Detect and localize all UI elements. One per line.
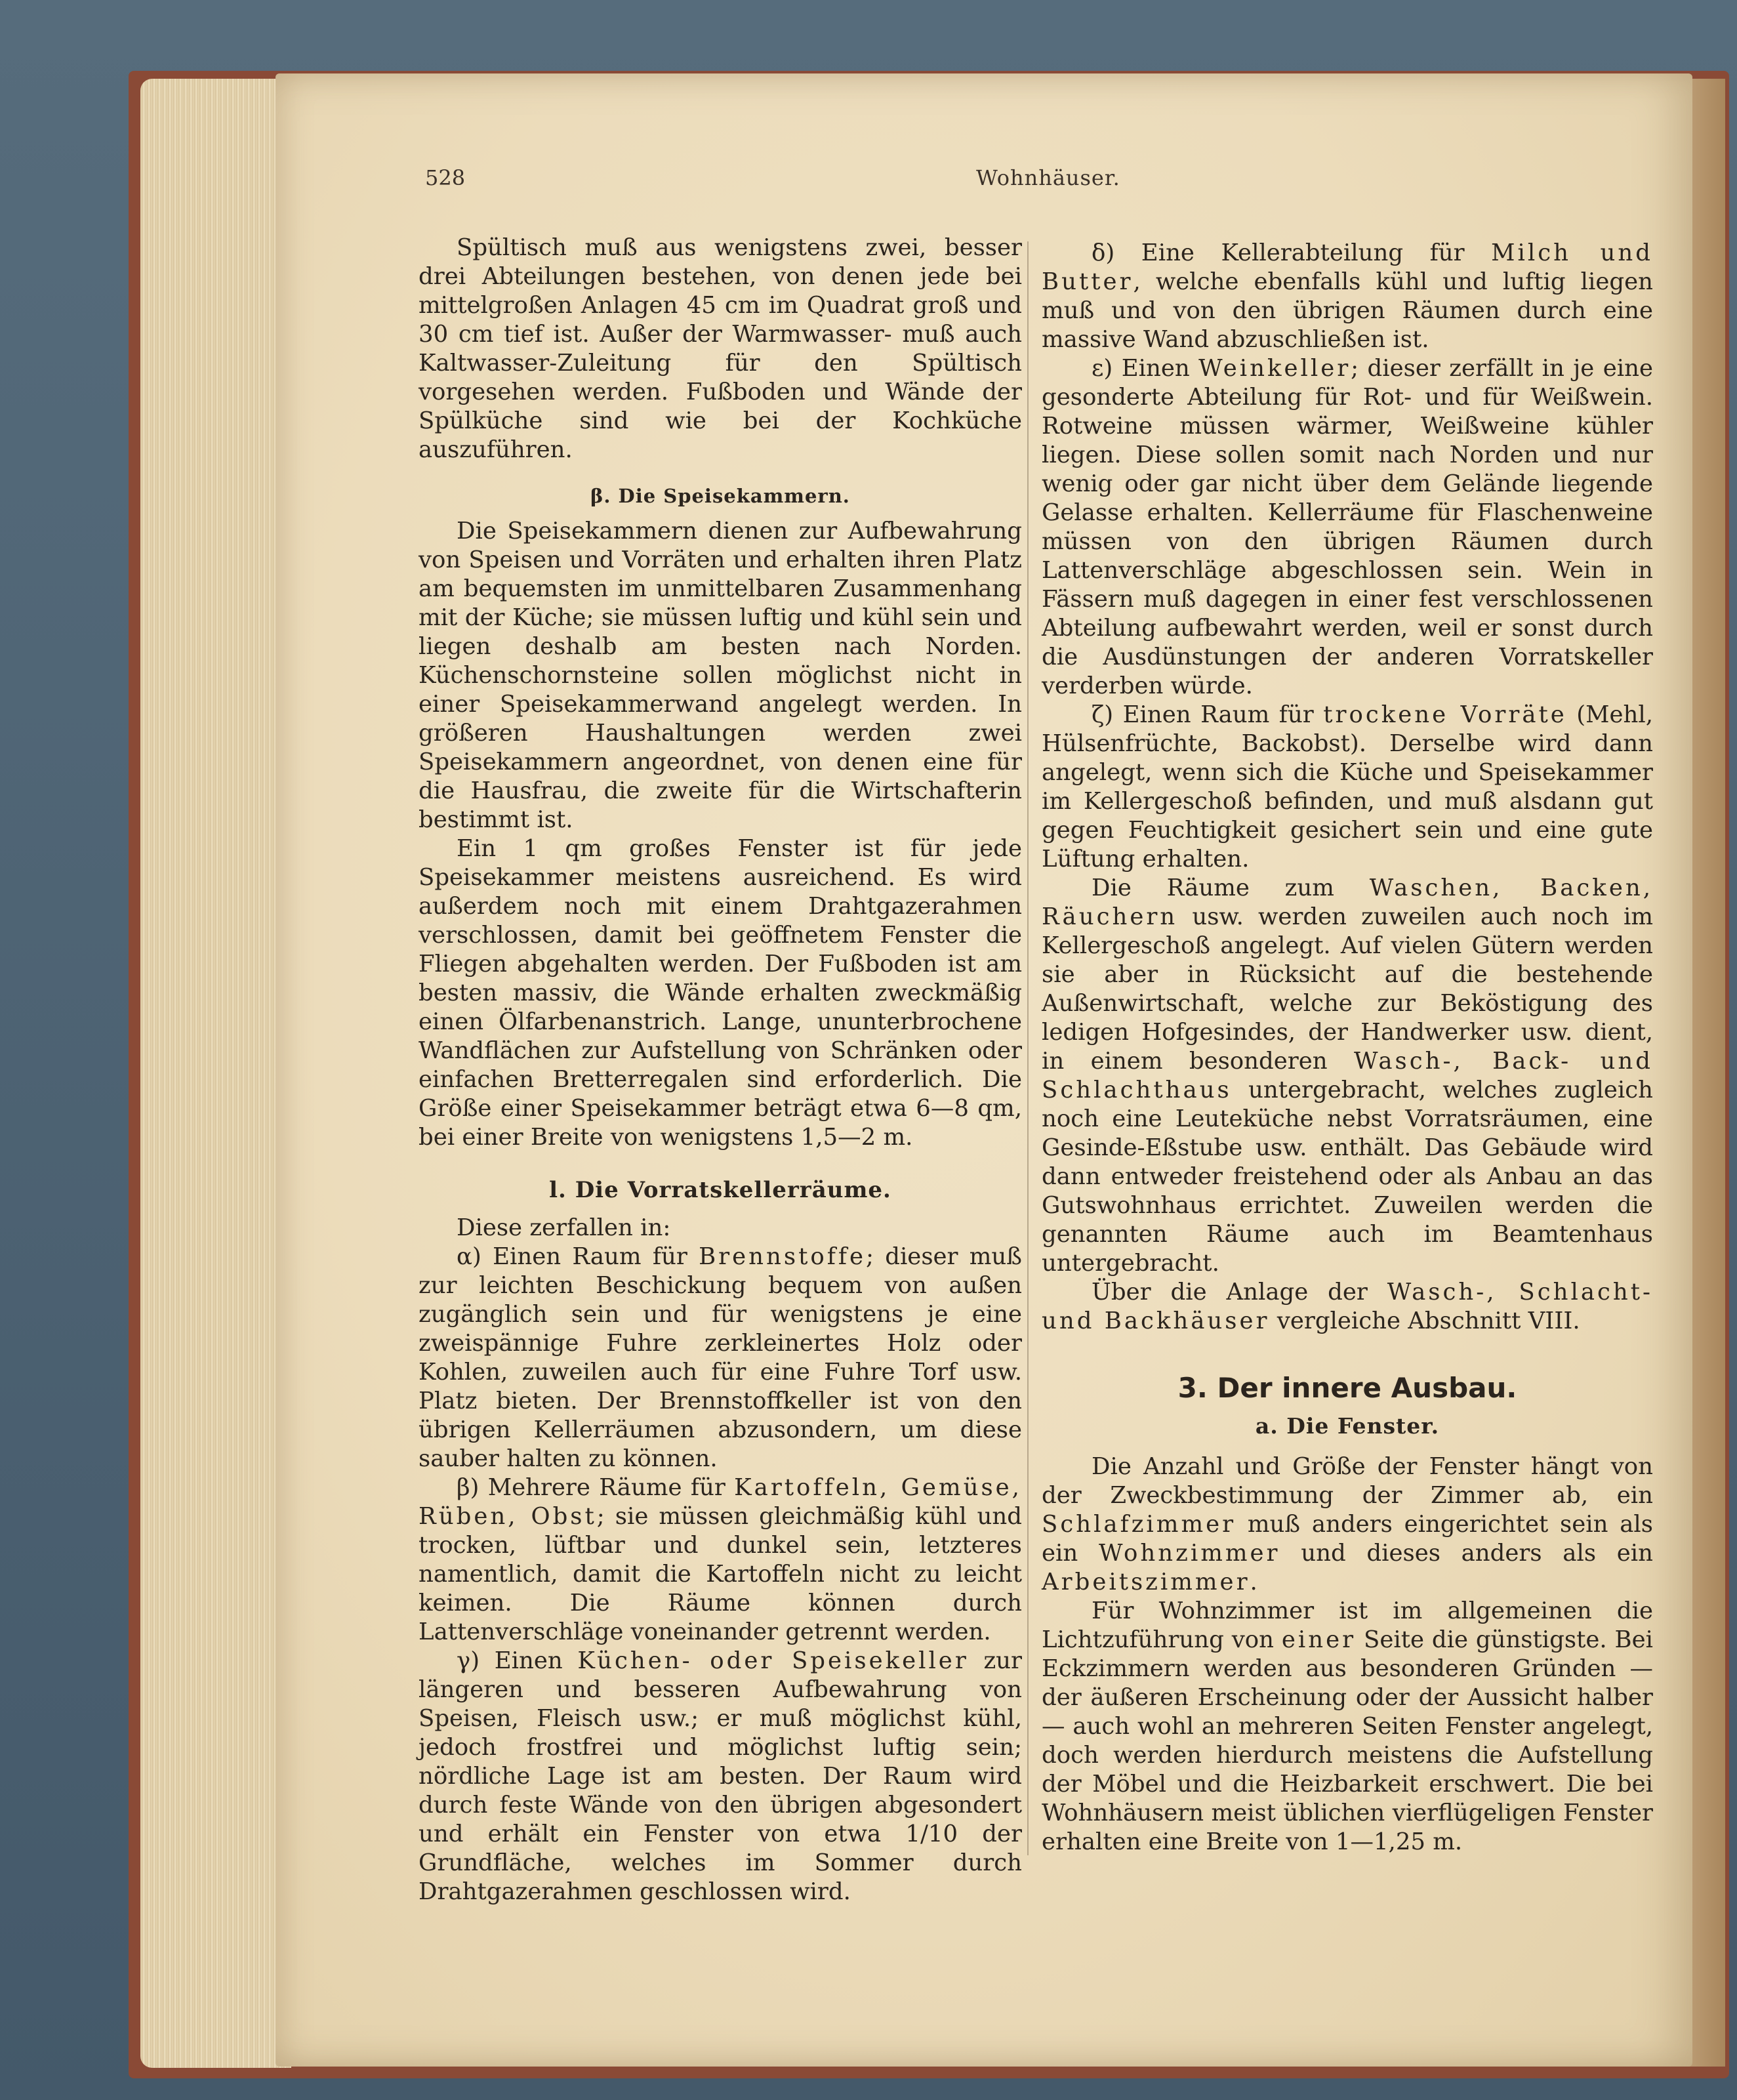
subheading-speisekammern: β. Die Speisekammern. (590, 485, 850, 507)
spaced-term: Wohnzimmer (1098, 1540, 1280, 1567)
spaced-term: Schlafzimmer (1042, 1511, 1236, 1538)
spaced-term: Waschen, Backen, Räuchern (1042, 875, 1653, 930)
left-column (419, 234, 1022, 1906)
item-label: ε) (1092, 355, 1113, 382)
paragraph-anlage: Über die Anlage der Wasch-, Schlacht- und Backhäuser vergleiche Abschnitt VIII. (1042, 1279, 1653, 1334)
paragraph-spueltisch: Spültisch muß aus wenigstens zwei, besser drei Abteilungen bestehen, von denen jede bei mittelgroßen Anlagen 45 cm im Quadrat groß und 30 cm tief ist. Außer der Warmwasser- muß auch Kaltwasser-Zuleitung für den Spültisch vorgesehen werden. Fußboden und Wände der Spülküche sind wie bei der Kochküche auszuführen. (419, 234, 1022, 463)
item-label: ζ) (1092, 701, 1114, 728)
page-edges (140, 79, 291, 2068)
paragraph-wasch-back: Die Räume zum Waschen, Backen, Räuchern usw. werden zuweilen auch noch im Kellergeschoß angelegt. Auf vielen Gütern werden sie aber in Rücksicht auf die bestehende Außenwirtschaft, welche zur Beköstigung des ledigen Hofgesindes, der Handwerker usw. dient, in einem besonderen Wasch-, Back- und Schlachthaus untergebracht, welches zugleich noch eine Leuteküche nebst Vorratsräumen, eine Gesinde-Eßstube usw. enthält. Das Gebäude wird dann entweder freistehend oder als Anbau an das Gutswohnhaus errichtet. Zuweilen werden die genannten Räume auch im Beamtenhaus untergebracht. (1042, 875, 1653, 1277)
paragraph-speisekammern: Die Speisekammern dienen zur Aufbewahrung von Speisen und Vorräten und erhalten ihren Platz am bequemsten im unmittelbaren Zusammenhang mit der Küche; sie müssen luftig und kühl sein und liegen deshalb am besten nach Norden. Küchenschornsteine sollen möglichst nicht in einer Speisekammerwand angelegt werden. In größeren Haushaltungen werden zwei Speisekammern angeordnet, von denen eine für die Hausfrau, die zweite für die Wirtschafterin bestimmt ist. (419, 518, 1022, 833)
paragraph-fenster: Die Anzahl und Größe der Fenster hängt von der Zweckbestimmung der Zimmer ab, ein Schlafzimmer muß anders eingerichtet sein als ein Wohnzimmer und dieses anders als ein Arbeitszimmer. (1042, 1453, 1653, 1596)
item-label: γ) (457, 1647, 480, 1674)
paragraph-wohnzimmer: Für Wohnzimmer ist im allgemeinen die Lichtzuführung von einer Seite die günstigste. Bei Eckzimmern werden aus besonderen Gründen — der äußeren Erscheinung oder der Aussicht halber — auch wohl an mehreren Seiten Fenster angelegt, doch werden hierdurch meistens die Aufstellung der Möbel und die Heizbarkeit erschwert. Die bei Wohnhäusern meist üblichen vierflügeligen Fenster erhalten eine Breite von 1—1,25 m. (1042, 1597, 1653, 1855)
spaced-term: Kartoffeln, Gemüse, Rüben, Obst (419, 1474, 1022, 1530)
paragraph-fenster-speisekammer: Ein 1 qm großes Fenster ist für jede Speisekammer meistens ausreichend. Es wird außerdem noch mit einem Drahtgazerahmen verschlossen, damit bei geöffnetem Fenster die Fliegen abgehalten werden. Der Fußboden ist am besten massiv, die Wände erhalten zweckmäßig einen Ölfarbenanstrich. Lange, ununterbrochene Wandflächen zur Aufstellung von Schränken oder einfachen Bretterregalen sind erforderlich. Die Größe einer Speisekammer beträgt etwa 6—8 qm, bei einer Breite von wenigstens 1,5—2 m. (419, 835, 1022, 1151)
spaced-term: Wasch-, Back- und Schlachthaus (1042, 1048, 1653, 1103)
spaced-term: Milch und Butter (1042, 239, 1653, 295)
item-zeta: ζ) Einen Raum für trockene Vorräte (Mehl, Hülsenfrüchte, Backobst). Derselbe wird dann angelegt, wenn sich die Küche und Speisekammer im Kellergeschoß befinden, und muß alsdann gut gegen Feuchtigkeit gesichert sein und eine gute Lüftung erhalten. (1042, 701, 1653, 873)
item-delta: δ) Eine Kellerabteilung für Milch und Butter, welche ebenfalls kühl und luftig liegen muß und von den übrigen Räumen durch eine massive Wand abzuschließen ist. (1042, 239, 1653, 353)
heading-fenster: a. Die Fenster. (1255, 1413, 1440, 1439)
fraction: 1/10 (905, 1821, 958, 1847)
item-label: α) (457, 1243, 481, 1270)
page-number: 528 (425, 165, 466, 190)
running-head: Wohnhäuser. (976, 165, 1120, 190)
spaced-term: Küchen- oder Speisekeller (577, 1647, 969, 1674)
spaced-term: einer (1281, 1626, 1357, 1653)
column-divider (1027, 241, 1029, 1855)
spaced-term: Wasch-, Schlacht- und Backhäuser (1042, 1279, 1653, 1334)
heading-vorratskellerraeume: l. Die Vorratskellerräume. (549, 1177, 891, 1203)
item-label: β) (457, 1474, 480, 1501)
item-alpha: α) Einen Raum für Brennstoffe; dieser muß zur leichten Beschickung bequem von außen zugänglich sein und für wenigstens je eine zweispännige Fuhre zerkleinertes Holz oder Kohlen, zuweilen auch für eine Fuhre Torf usw. Platz bieten. Der Brennstoffkeller ist von den übrigen Kellerräumen abzusondern, um diese sauber halten zu können. (419, 1243, 1023, 1472)
item-label: δ) (1092, 239, 1115, 266)
item-beta: β) Mehrere Räume für Kartoffeln, Gemüse, Rüben, Obst; sie müssen gleichmäßig kühl und trocken, lüftbar und dunkel sein, letzteres namentlich, damit die Kartoffeln nicht zu leicht keimen. Die Räume können durch Lattenverschläge voneinander getrennt werden. (419, 1474, 1022, 1645)
spaced-term: Brennstoffe (699, 1243, 867, 1270)
spaced-term: Weinkeller (1198, 355, 1351, 382)
paragraph-zerfallen: Diese zerfallen in: (457, 1214, 671, 1241)
item-gamma: γ) Einen Küchen- oder Speisekeller zur längeren und besseren Aufbewahrung von Speisen, Fleisch usw.; er muß möglichst kühl, jedoch frostfrei und möglichst luftig sein; nördliche Lage ist am besten. Der Raum wird durch feste Wände von den übrigen abgesondert und erhält ein Fenster von etwa 1/10 der Grundfläche, welches im Sommer durch Drahtgazerahmen geschlossen wird. (419, 1647, 1022, 1905)
heading-innere-ausbau: 3. Der innere Ausbau. (1177, 1372, 1517, 1404)
right-column (1042, 239, 1653, 1857)
spaced-term: Arbeitszimmer (1042, 1569, 1250, 1596)
item-epsilon: ε) Einen Weinkeller; dieser zerfällt in je eine gesonderte Abteilung für Rot- und für Weißwein. Rotweine müssen wärmer, Weißweine kühler liegen. Diese sollen somit nach Norden und nur wenig oder gar nicht über dem Gelände liegende Gelasse erhalten. Kellerräume für Flaschenweine müssen von den übrigen Räumen durch Lattenverschläge abgeschlossen sein. Wein in Fässern muß dagegen in einer fest verschlossenen Abteilung aufbewahrt werden, weil er sonst durch die Ausdünstungen der anderen Vorratskeller verderben würde. (1042, 355, 1653, 699)
spaced-term: trockene Vorräte (1323, 701, 1567, 728)
